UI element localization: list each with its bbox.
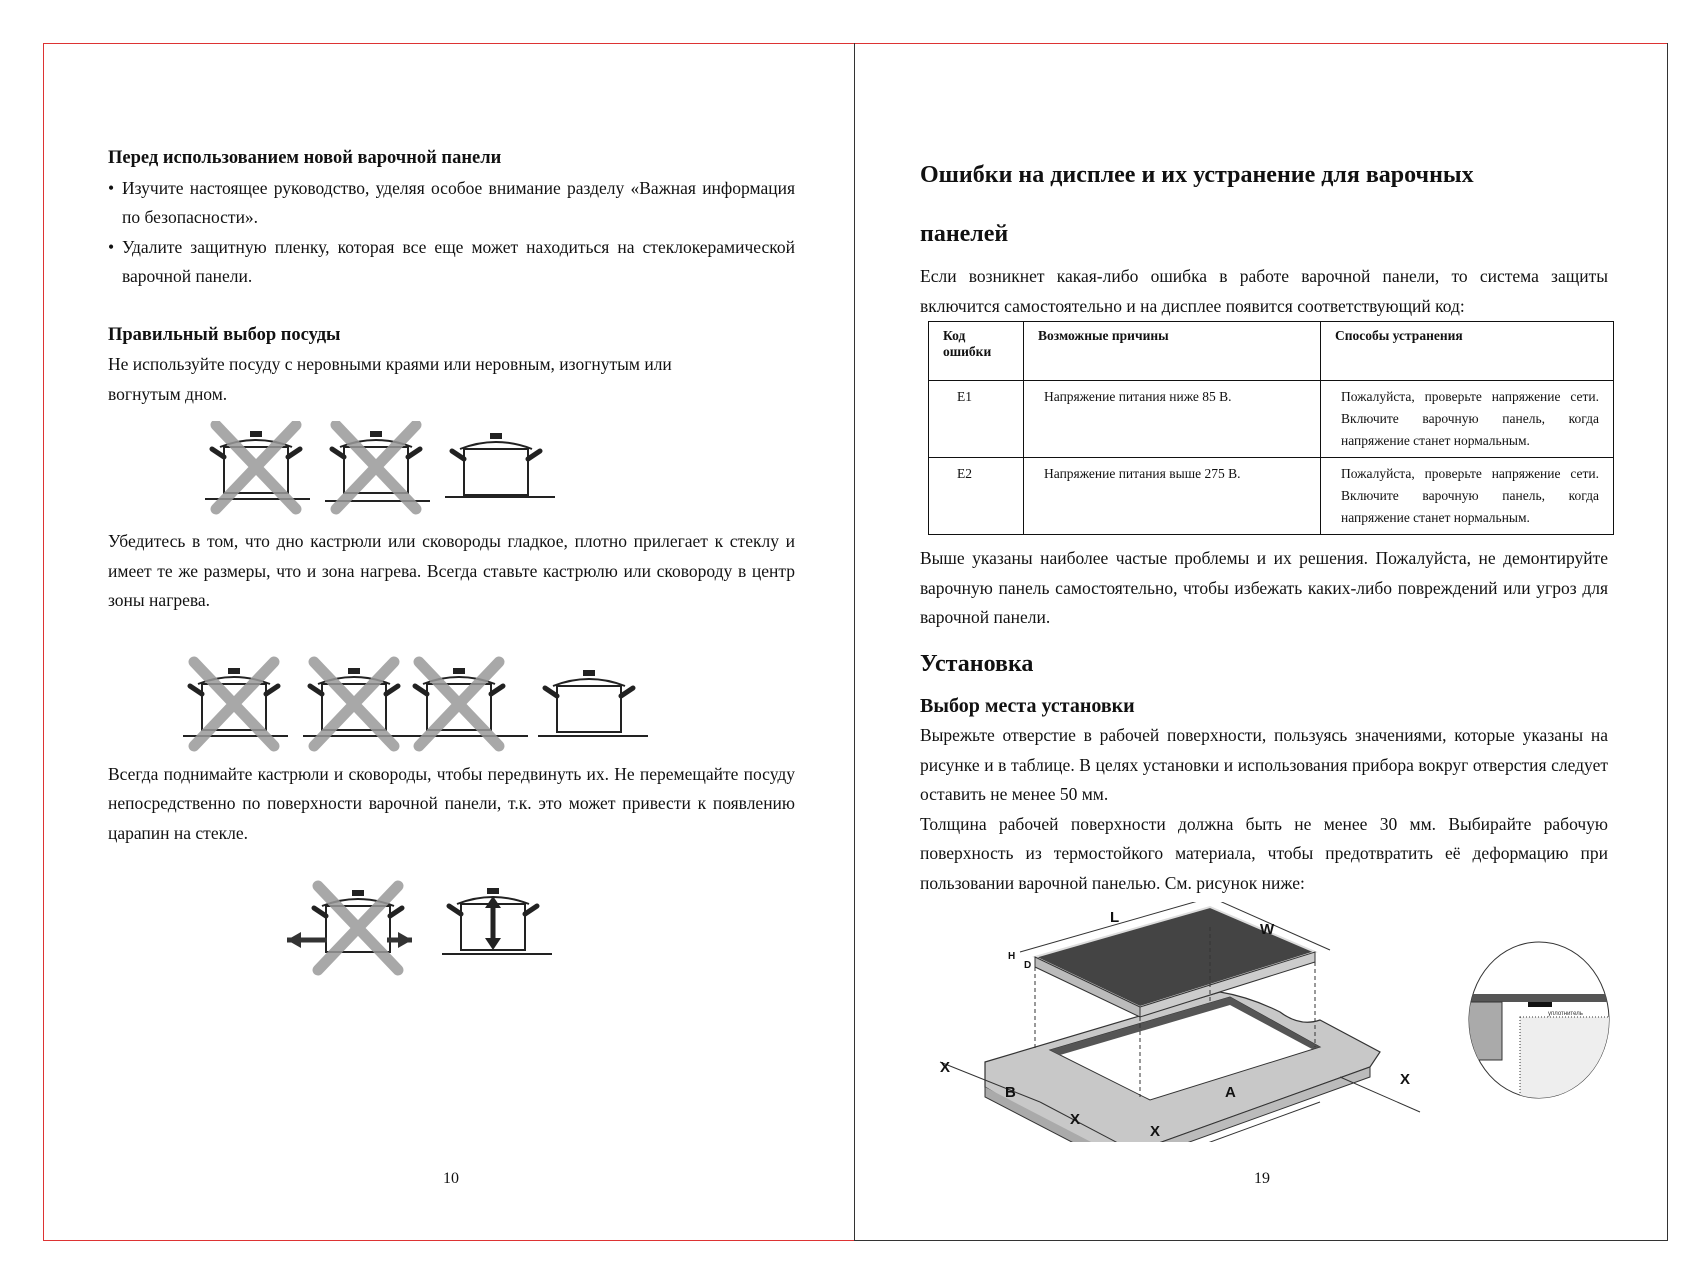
paragraph: Вырежьте отверстие в рабочей поверхности, пользуясь значениями, которые указаны на рисунке и в таблице. В целях установки и использования прибора вокруг отверстия следует оставить не менее 50 мм. (920, 725, 1608, 804)
paragraph: Не используйте посуду с неровными краями или неровным, изогнутым или вогнутым дном. (108, 354, 672, 404)
page-border (43, 43, 1668, 44)
diagram-label-x: X (940, 1059, 951, 1076)
page-number: 19 (1254, 1170, 1270, 1187)
pot-icon (325, 425, 430, 509)
bullet-item: • Изучите настоящее руководство, уделяя особое внимание разделу «Важная информация по безопасности». (108, 174, 795, 233)
pot-icon (183, 662, 288, 746)
column-header: Код ошибки (929, 322, 1024, 381)
diagram-label-h: H (1008, 951, 1016, 962)
page-border (854, 1240, 1668, 1241)
error-cause: Напряжение питания выше 275 В. (1024, 458, 1321, 535)
subsection-heading: Выбор места установки (920, 694, 1135, 717)
page-border (43, 1240, 854, 1241)
page-title: панелей (920, 221, 1009, 247)
cookware-illustration-flatness (205, 421, 565, 521)
paragraph: Убедитесь в том, что дно кастрюли или сковороды гладкое, плотно прилегает к стеклу и имеет те же размеры, что и зона нагрева. Всегда ставьте кастрюлю или сковороду в центр зоны нагрева. (108, 531, 795, 610)
pot-icon (538, 670, 648, 736)
page-divider (854, 43, 855, 1240)
error-code: E2 (929, 458, 1024, 535)
cookware-illustration-size (183, 656, 653, 756)
error-fix: Пожалуйста, проверьте напряжение сети. Включите варочную панель, когда напряжение станет нормальным. (1321, 458, 1614, 535)
diagram-label-l: L (1110, 909, 1120, 926)
page-border (43, 43, 44, 1240)
error-cause: Напряжение питания ниже 85 В. (1024, 381, 1321, 458)
error-codes-table (928, 321, 1614, 535)
diagram-label-w: W (1260, 921, 1275, 938)
paragraph: Если возникнет какая-либо ошибка в работе варочной панели, то система защиты включится самостоятельно и на дисплее появится соответствующий код: (920, 266, 1608, 316)
pot-icon (205, 425, 310, 509)
diagram-label-x: X (1070, 1111, 1081, 1128)
seal-label: уплотнитель (1548, 1011, 1583, 1017)
installation-diagram (920, 902, 1640, 1142)
pot-icon (408, 662, 528, 746)
pot-icon (445, 433, 555, 497)
column-header: Возможные причины (1024, 322, 1321, 381)
bullet-item: • Удалите защитную пленку, которая все еще может находиться на стеклокерамической варочной панели. (108, 233, 795, 292)
right-page-content (920, 160, 1608, 1142)
table-row (929, 458, 1614, 535)
seal-detail-circle (1460, 942, 1620, 1102)
diagram-label-a: A (1225, 1084, 1236, 1101)
diagram-label-d: D (1024, 960, 1032, 971)
paragraph: Толщина рабочей поверхности должна быть не менее 30 мм. Выбирайте рабочую поверхность из термостойкого материала, чтобы предотвратить её деформацию при пользовании варочной панелью. См. рисунок ниже: (920, 813, 1608, 893)
error-code: E1 (929, 381, 1024, 458)
page-border (1667, 43, 1668, 1240)
table-header-row (929, 322, 1614, 381)
heading-cookware: Правильный выбор посуды (108, 324, 341, 345)
cookware-illustration-lifting (287, 878, 567, 978)
left-page-content (108, 144, 795, 978)
paragraph: Всегда поднимайте кастрюли и сковороды, чтобы передвинуть их. Не перемещайте посуду непосредственно по поверхности варочной панели, т.к. это может привести к появлению царапин на стекле. (108, 763, 795, 843)
error-fix: Пожалуйста, проверьте напряжение сети. Включите варочную панель, когда напряжение станет нормальным. (1321, 381, 1614, 458)
diagram-label-x: X (1150, 1123, 1161, 1140)
diagram-label-x: X (1400, 1071, 1411, 1088)
diagram-label-b: B (1005, 1084, 1016, 1101)
page-number: 10 (443, 1170, 459, 1187)
page-title: Ошибки на дисплее и их устранение для варочных (920, 162, 1474, 188)
table-row (929, 381, 1614, 458)
section-heading: Установка (920, 650, 1034, 677)
paragraph: Выше указаны наиболее частые проблемы и их решения. Пожалуйста, не демонтируйте варочную панель самостоятельно, чтобы избежать каких-либо повреждений или угроз для варочной панели. (920, 548, 1608, 627)
pot-icon (303, 662, 408, 746)
heading-before-use: Перед использованием новой варочной панели (108, 148, 502, 168)
pot-icon (287, 886, 412, 970)
pot-icon (442, 888, 552, 954)
column-header: Способы устранения (1321, 322, 1614, 381)
